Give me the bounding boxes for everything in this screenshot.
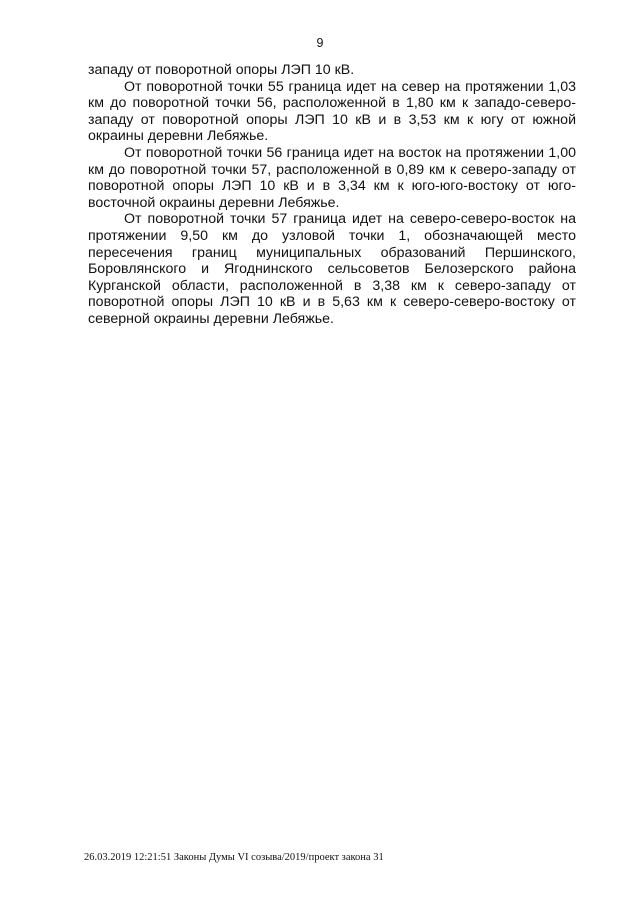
paragraph-point-57: От поворотной точки 57 граница идет на северо-северо-восток на протяжении 9,50 км до узловой точки 1, обозначающей место пересечения границ муниципальных образований Першинского, Боровлянского и Ягоднинского сельсоветов Белозерского района Курганской области, расположенной в 3,38 км к северо-западу от поворотной опоры ЛЭП 10 кВ и в 5,63 км к северо-северо-востоку от северной окраины деревни Лебяжье. [88,211,576,327]
document-body [88,62,576,328]
paragraph-point-56: От поворотной точки 56 граница идет на восток на протяжении 1,00 км до поворотной точки 57, расположенной в 0,89 км к северо-западу от поворотной опоры ЛЭП 10 кВ и в 3,34 км к юго-юго-востоку от юго-восточной окраины деревни Лебяжье. [88,144,576,211]
page-number: 9 [316,36,324,50]
footer-file-stamp: 26.03.2019 12:21:51 Законы Думы VI созыва/2019/проект закона 31 [84,852,384,863]
paragraph-continuation: западу от поворотной опоры ЛЭП 10 кВ. [88,62,355,78]
paragraph-point-55: От поворотной точки 55 граница идет на север на протяжении 1,03 км до поворотной точки 56, расположенной в 1,80 км к западо-северо-западу от поворотной опоры ЛЭП 10 кВ и в 3,53 км к югу от южной окраины деревни Лебяжье. [88,78,576,145]
